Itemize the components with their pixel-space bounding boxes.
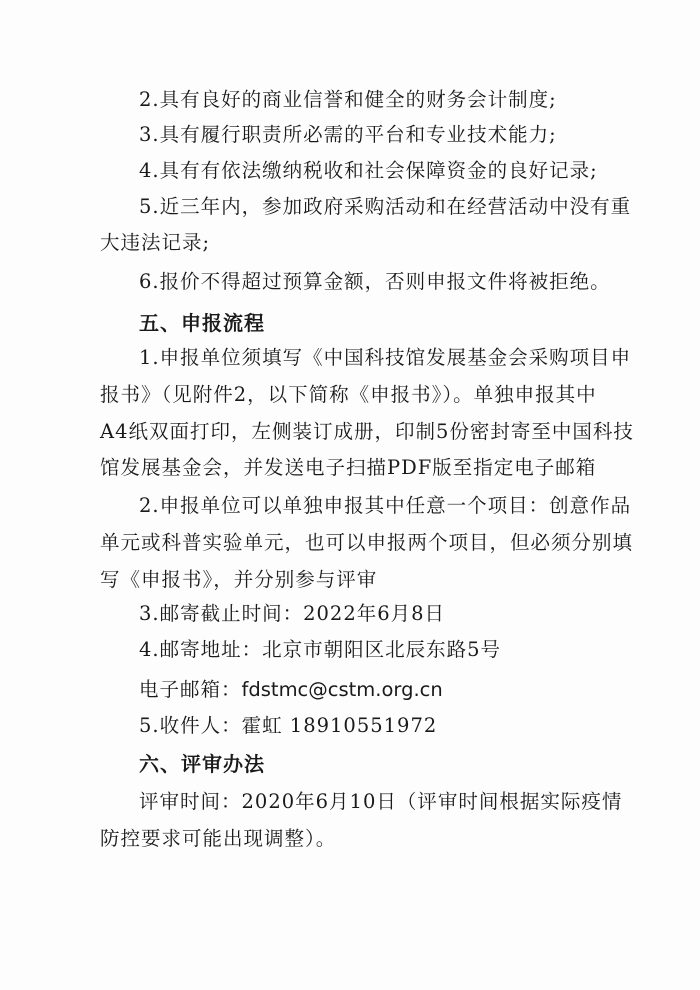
requirement-item-4: 4.具有有依法缴纳税收和社会保障资金的良好记录; [139,159,598,182]
email-label: 电子邮箱： [139,678,242,701]
section-5-para2-line3: 写《申报书》，并分别参与评审 [100,568,378,591]
section-5-para1-line2: 报书》（见附件2，以下简称《申报书》）。单独申报其中 [100,383,597,406]
mailing-deadline: 3.邮寄截止时间：2022年6月8日 [139,602,446,625]
mailing-address: 4.邮寄地址：北京市朝阳区北辰东路5号 [139,638,502,661]
section-6-para1-line2: 防控要求可能出现调整）。 [100,827,337,850]
requirement-item-6: 6.报价不得超过预算金额，否则申报文件将被拒绝。 [139,270,611,293]
email-row [139,676,443,704]
section-5-para1-line3: A4纸双面打印，左侧装订成册，印制5份密封寄至中国科技 [100,420,634,443]
section-5-para2-line1: 2.申报单位可以单独申报其中任意一个项目：创意作品 [139,494,632,517]
section-6-heading: 六、评审办法 [139,752,265,776]
section-5-para1-line1: 1.申报单位须填写《中国科技馆发展基金会采购项目申 [139,346,632,369]
requirement-item-2: 2.具有良好的商业信誉和健全的财务会计制度; [139,88,557,111]
section-5-para2-line2: 单元或科普实验单元，也可以申报两个项目，但必须分别填 [100,531,634,554]
section-6-para1-line1: 评审时间：2020年6月10日（评审时间根据实际疫情 [139,790,623,813]
email-value: fdstmc@cstm.org.cn [241,678,443,701]
requirement-item-5-line1: 5.近三年内，参加政府采购活动和在经营活动中没有重 [139,195,632,218]
section-5-heading: 五、申报流程 [139,311,265,335]
recipient: 5.收件人：霍虹 18910551972 [139,714,438,737]
section-5-para1-line4: 馆发展基金会，并发送电子扫描PDF版至指定电子邮箱 [100,456,597,479]
requirement-item-5-line2: 大违法记录; [100,231,211,254]
requirement-item-3: 3.具有履行职责所必需的平台和专业技术能力; [139,123,557,146]
